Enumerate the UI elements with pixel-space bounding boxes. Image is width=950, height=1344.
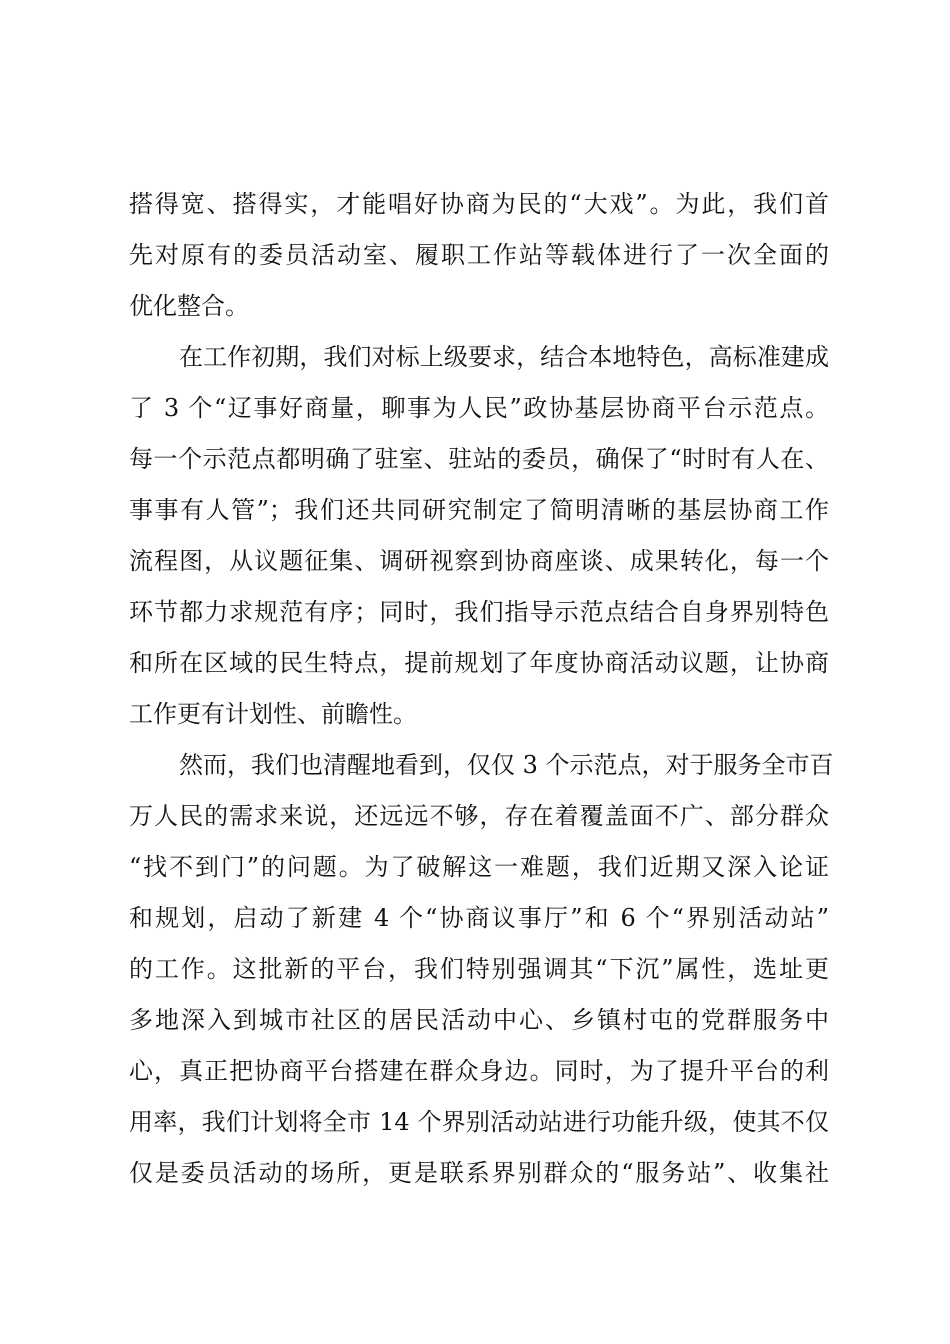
paragraph-3-line-9: 仅是委员活动的场所，更是联系界别群众的“服务站”、收集社 bbox=[129, 1159, 829, 1187]
paragraph-3-line-6: 多地深入到城市社区的居民活动中心、乡镇村屯的党群服务中 bbox=[129, 1006, 829, 1034]
paragraph-2-line-7: 和所在区域的民生特点，提前规划了年度协商活动议题，让协商 bbox=[129, 649, 829, 677]
paragraph-2-line-5: 流程图，从议题征集、调研视察到协商座谈、成果转化，每一个 bbox=[129, 547, 829, 575]
paragraph-2-line-6: 环节都力求规范有序；同时，我们指导示范点结合自身界别特色 bbox=[129, 598, 829, 626]
paragraph-3-line-1: 然而，我们也清醒地看到，仅仅 3 个示范点，对于服务全市百 bbox=[179, 751, 834, 779]
paragraph-1-line-1: 搭得宽、搭得实，才能唱好协商为民的“大戏”。为此，我们首 bbox=[129, 190, 829, 218]
paragraph-3-line-8: 用率，我们计划将全市 14 个界别活动站进行功能升级，使其不仅 bbox=[129, 1108, 829, 1136]
paragraph-2-line-4: 事事有人管”；我们还共同研究制定了简明清晰的基层协商工作 bbox=[129, 496, 829, 524]
paragraph-3-line-4: 和规划，启动了新建 4 个“协商议事厅”和 6 个“界别活动站” bbox=[129, 904, 829, 932]
paragraph-3-line-2: 万人民的需求来说，还远远不够，存在着覆盖面不广、部分群众 bbox=[129, 802, 829, 830]
paragraph-3-line-5: 的工作。这批新的平台，我们特别强调其“下沉”属性，选址更 bbox=[129, 955, 829, 983]
paragraph-2-line-1: 在工作初期，我们对标上级要求，结合本地特色，高标准建成 bbox=[179, 343, 829, 371]
paragraph-3-line-3: “找不到门”的问题。为了破解这一难题，我们近期又深入论证 bbox=[129, 853, 829, 881]
paragraph-1-line-2: 先对原有的委员活动室、履职工作站等载体进行了一次全面的 bbox=[129, 241, 829, 269]
paragraph-2-line-2: 了 3 个“辽事好商量，聊事为人民”政协基层协商平台示范点。 bbox=[129, 394, 829, 422]
paragraph-2-line-8: 工作更有计划性、前瞻性。 bbox=[129, 700, 417, 728]
paragraph-1-line-3: 优化整合。 bbox=[129, 292, 249, 320]
paragraph-2-line-3: 每一个示范点都明确了驻室、驻站的委员，确保了“时时有人在、 bbox=[129, 445, 829, 473]
paragraph-3-line-7: 心，真正把协商平台搭建在群众身边。同时，为了提升平台的利 bbox=[129, 1057, 829, 1085]
